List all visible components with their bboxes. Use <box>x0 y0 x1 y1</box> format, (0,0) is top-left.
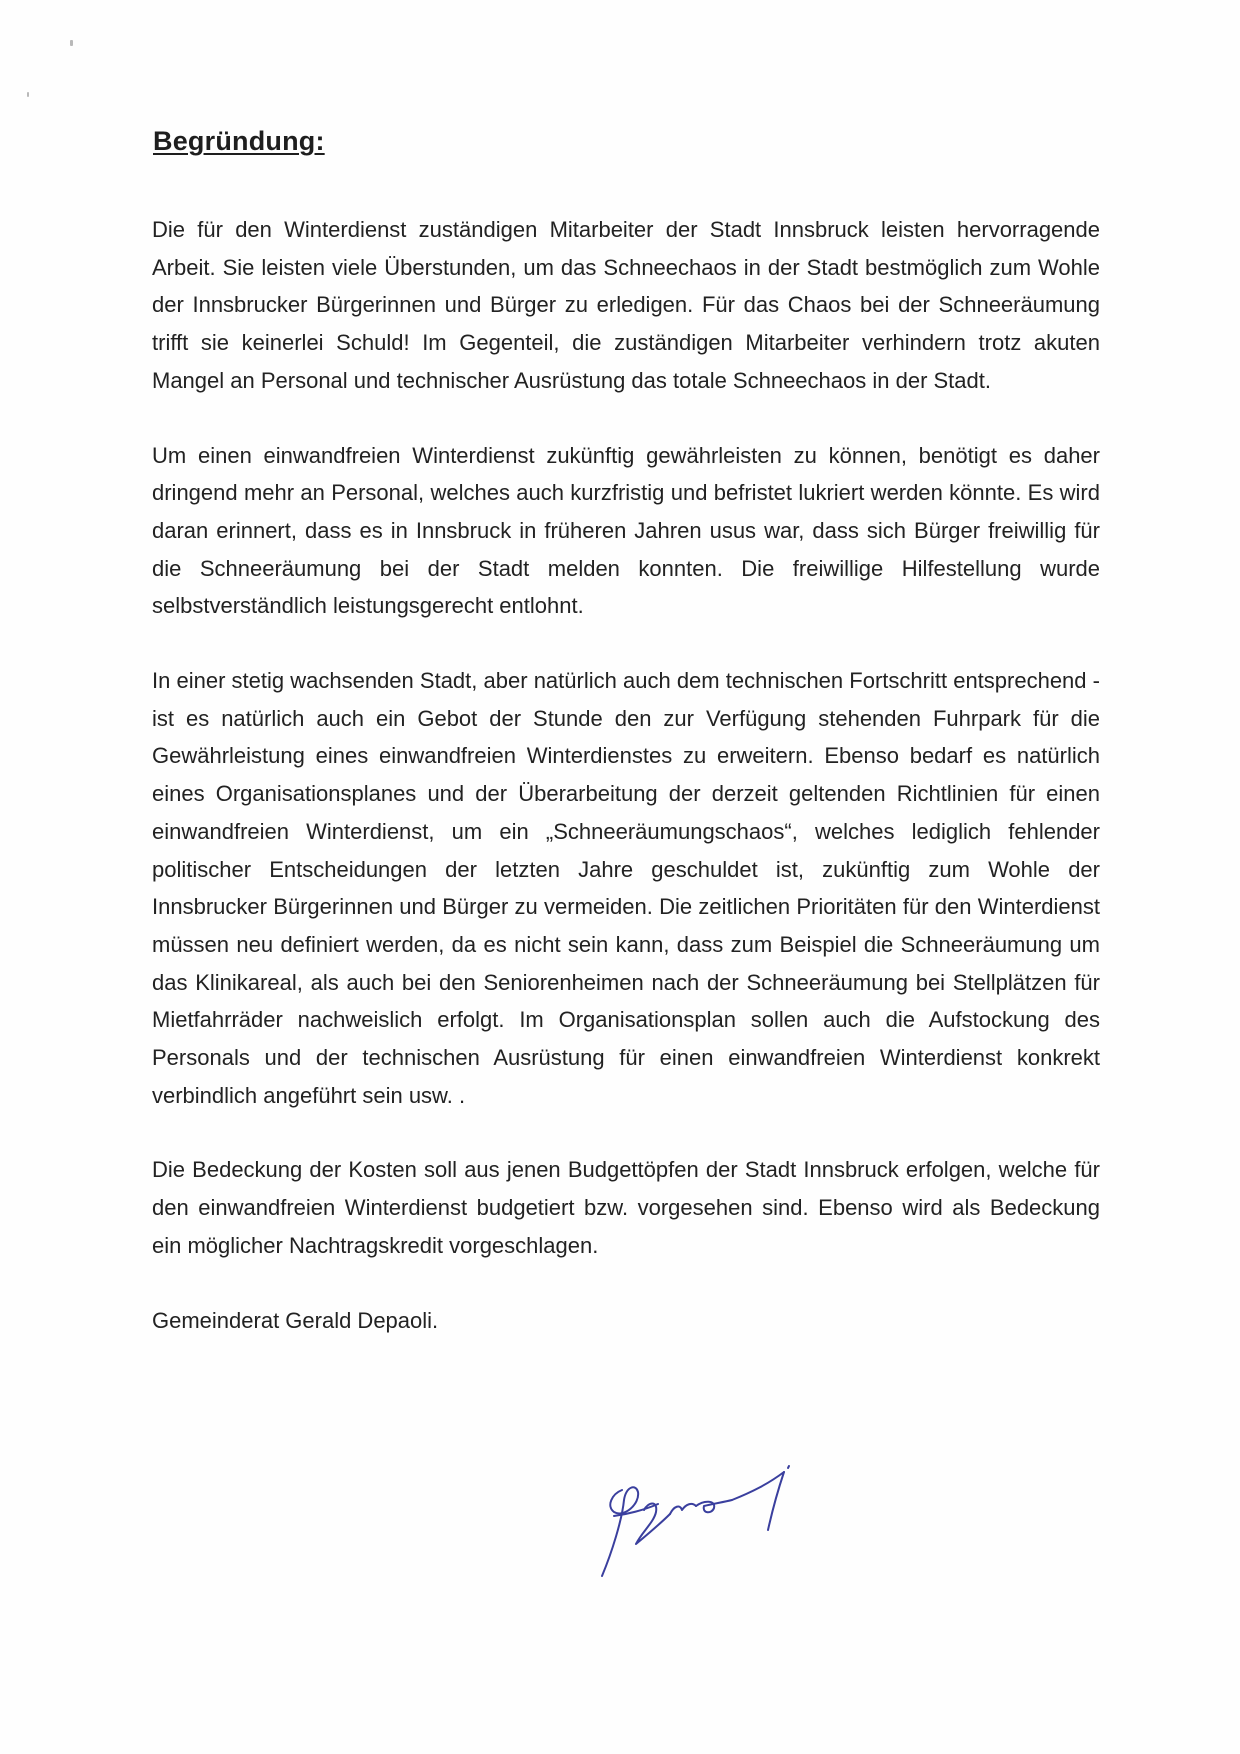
paragraph-1: Die für den Winterdienst zuständigen Mitarbeiter der Stadt Innsbruck leisten hervorragende Arbeit. Sie leisten viele Überstunden, um das Schneechaos in der Stadt bestmöglich zum Wohle der Innsbrucker Bürgerinnen und Bürger zu erledigen. Für das Chaos bei der Schneeräumung trifft sie keinerlei Schuld! Im Gegenteil, die zuständigen Mitarbeiter verhindern trotz akuten Mangel an Personal und technischer Ausrüstung das totale Schneechaos in der Stadt. <box>152 217 1100 393</box>
paragraph-2: Um einen einwandfreien Winterdienst zukünftig gewährleisten zu können, benötigt es daher dringend mehr an Personal, welches auch kurzfristig und befristet lukriert werden könnte. Es wird daran erinnert, dass es in Innsbruck in früheren Jahren usus war, dass sich Bürger freiwillig für die Schneeräumung bei der Stadt melden konnten. Die freiwillige Hilfestellung wurde selbstverständlich leistungsgerecht entlohnt. <box>152 442 1100 619</box>
document-body <box>152 211 1100 1339</box>
handwritten-signature <box>592 1460 817 1580</box>
paragraph-3: In einer stetig wachsenden Stadt, aber natürlich auch dem technischen Fortschritt entsprechend - ist es natürlich auch ein Gebot der Stunde den zur Verfügung stehenden Fuhrpark für die Gewährleistung eines einwandfreien Winterdienstes zu erweitern. Ebenso bedarf es natürlich eines Organisationsplanes und der Überarbeitung der derzeit geltenden Richtlinien für einen einwandfreien Winterdienst, um ein „Schneeräumungschaos“, welches lediglich fehlender politischer Entscheidungen der letzten Jahre geschuldet ist, zukünftig zum Wohle der Innsbrucker Bürgerinnen und Bürger zu vermeiden. Die zeitlichen Prioritäten für den Winterdienst müssen neu definiert werden, da es nicht sein kann, dass zum Beispiel die Schneeräumung um das Klinikareal, als auch bei den Seniorenheimen nach der Schneeräumung bei Stellplätzen für Mietfahrräder nachweislich erfolgt. Im Organisationsplan sollen auch die Aufstockung des Personals und der technischen Ausrüstung für einen einwandfreien Winterdienst konkrekt verbindlich angeführt sein usw. . <box>152 668 1100 1108</box>
scan-speck <box>70 40 73 46</box>
paragraph-4: Die Bedeckung der Kosten soll aus jenen Budgettöpfen der Stadt Innsbruck erfolgen, welche für den einwandfreien Winterdienst budgetiert bzw. vorgesehen sind. Ebenso wird als Bedeckung ein möglicher Nachtragskredit vorgeschlagen. <box>152 1157 1100 1258</box>
scan-speck <box>27 92 29 97</box>
section-heading: Begründung: <box>153 126 325 156</box>
signoff-line: Gemeinderat Gerald Depaoli. <box>152 1307 439 1333</box>
